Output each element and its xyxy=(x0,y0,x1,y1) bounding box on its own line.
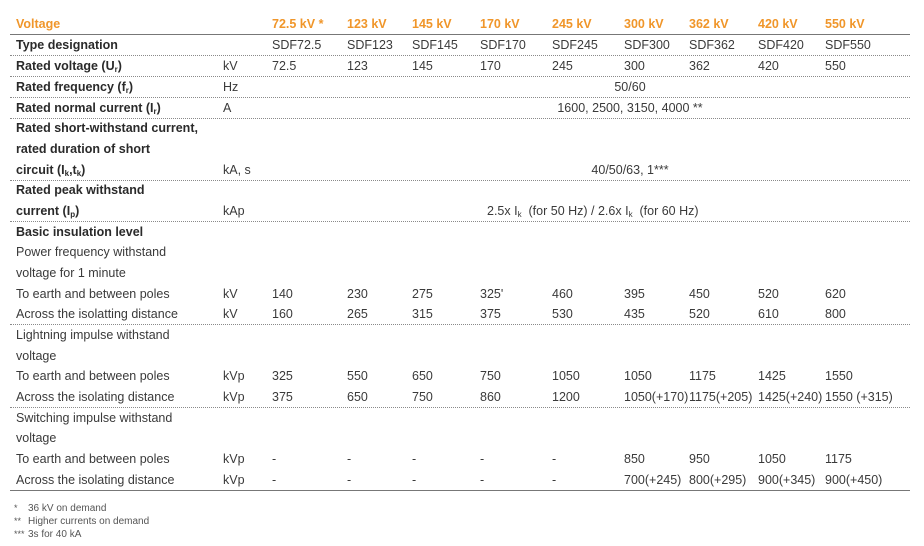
unit-cell: kVp xyxy=(223,473,245,487)
value-cell: 460 xyxy=(552,287,573,301)
voltage-cell: 550 xyxy=(825,59,846,73)
value-cell: 800(+295) xyxy=(689,473,747,487)
li-isolating-label: Across the isolating distance xyxy=(16,390,175,404)
table-row xyxy=(10,139,910,159)
table-header-row xyxy=(10,14,910,35)
value-cell: 650 xyxy=(347,390,368,404)
value-cell: - xyxy=(552,473,557,487)
peak-withstand-line2: current $(I_p)$ xyxy=(16,204,80,219)
unit-cell: kVp xyxy=(223,390,245,404)
value-cell: 230 xyxy=(347,287,368,301)
value-cell: 950 xyxy=(689,452,710,466)
value-cell: 1175 xyxy=(825,452,852,466)
value-cell: - xyxy=(347,473,352,487)
voltage-cell: 245 xyxy=(552,59,573,73)
unit-cell: Hz xyxy=(223,80,239,94)
table-row xyxy=(10,304,910,325)
footnote: ** Higher currents on demand xyxy=(14,516,150,527)
voltage-col-1: 72.5 kV * xyxy=(272,17,324,31)
table-row xyxy=(10,346,910,366)
table-row xyxy=(10,387,910,408)
short-withstand-value: 40/50/63, 1*** xyxy=(591,163,669,177)
voltage-col-4: 170 kV xyxy=(480,17,520,31)
footnote: * 36 kV on demand xyxy=(14,503,107,514)
table-row xyxy=(10,242,910,262)
value-cell: 275 xyxy=(412,287,433,301)
table-row xyxy=(10,470,910,491)
unit-cell: A xyxy=(223,101,232,115)
value-cell: 1200 xyxy=(552,390,580,404)
unit-cell: kV xyxy=(223,287,238,301)
voltage-col-9: 550 kV xyxy=(825,17,865,31)
value-cell: 315 xyxy=(412,307,433,321)
value-cell: 1425(+240) xyxy=(758,390,823,404)
value-cell: - xyxy=(480,452,485,466)
si-earth-label: To earth and between poles xyxy=(16,452,170,466)
voltage-col-5: 245 kV xyxy=(552,17,592,31)
value-cell: 265 xyxy=(347,307,368,321)
table-row xyxy=(10,428,910,448)
value-cell: 375 xyxy=(272,390,293,404)
type-cell: SDF550 xyxy=(825,38,871,52)
short-withstand-line2: rated duration of short xyxy=(16,142,151,156)
type-cell: SDF245 xyxy=(552,38,598,52)
table-row xyxy=(10,284,910,304)
si-line1: Switching impulse withstand xyxy=(16,411,173,425)
value-cell: 450 xyxy=(689,287,710,301)
value-cell: 800 xyxy=(825,307,846,321)
pf-line1: Power frequency withstand xyxy=(16,245,167,259)
value-cell: 900(+450) xyxy=(825,473,883,487)
type-cell: SDF123 xyxy=(347,38,393,52)
value-cell: 140 xyxy=(272,287,293,301)
value-cell: 1175(+205) xyxy=(689,390,753,404)
type-cell: SDF72.5 xyxy=(272,38,322,52)
short-withstand-line3: circuit $(I_k,t_k)$ xyxy=(16,163,86,178)
pf-isolating-label: Across the isolatting distance xyxy=(16,307,178,321)
table-row xyxy=(10,366,910,386)
value-cell: 1050 xyxy=(758,452,786,466)
table-row xyxy=(10,77,910,98)
value-cell: 520 xyxy=(758,287,779,301)
table-row xyxy=(10,263,910,283)
type-cell: SDF170 xyxy=(480,38,526,52)
value-cell: - xyxy=(480,473,485,487)
value-cell: 750 xyxy=(480,369,501,383)
value-cell: 750 xyxy=(412,390,433,404)
value-cell: 325 xyxy=(272,369,293,383)
value-cell: - xyxy=(272,452,277,466)
value-cell: 325' xyxy=(480,287,504,301)
value-cell: 1050 xyxy=(624,369,652,383)
peak-withstand-value: 2.5x $I_k$ (for 50 Hz) / 2.6x $I_k$ (for 60 Hz) xyxy=(487,204,699,219)
value-cell: 1550 (+315) xyxy=(825,390,893,404)
value-cell: 850 xyxy=(624,452,645,466)
value-cell: 700(+245) xyxy=(624,473,682,487)
li-line1: Lightning impulse withstand xyxy=(16,328,170,342)
value-cell: 530 xyxy=(552,307,573,321)
table-row xyxy=(10,449,910,469)
table-row xyxy=(10,408,910,428)
voltage-cell: 362 xyxy=(689,59,710,73)
voltage-cell: 170 xyxy=(480,59,501,73)
type-cell: SDF145 xyxy=(412,38,458,52)
voltage-header: Voltage xyxy=(16,17,61,31)
voltage-col-3: 145 kV xyxy=(412,17,452,31)
si-isolating-label: Across the isolating distance xyxy=(16,473,175,487)
value-cell: - xyxy=(347,452,352,466)
value-cell: 395 xyxy=(624,287,645,301)
value-cell: - xyxy=(552,452,557,466)
value-cell: 1050 xyxy=(552,369,580,383)
pf-line2: voltage for 1 minute xyxy=(16,266,126,280)
value-cell: 1175 xyxy=(689,369,716,383)
unit-cell: kV xyxy=(223,307,238,321)
value-cell: 610 xyxy=(758,307,779,321)
table-row xyxy=(10,160,910,181)
voltage-col-7: 362 kV xyxy=(689,17,729,31)
value-cell: 650 xyxy=(412,369,433,383)
value-cell: 375 xyxy=(480,307,501,321)
value-cell: 435 xyxy=(624,307,645,321)
insulation-title: Basic insulation level xyxy=(16,225,144,239)
table-row xyxy=(10,98,910,119)
unit-cell: kV xyxy=(223,59,238,73)
si-line2: voltage xyxy=(16,431,57,445)
type-cell: SDF420 xyxy=(758,38,804,52)
voltage-cell: 300 xyxy=(624,59,645,73)
table-row xyxy=(10,325,910,345)
table-row xyxy=(10,118,910,138)
value-cell: 860 xyxy=(480,390,501,404)
unit-cell: kVp xyxy=(223,452,245,466)
current-value: 1600, 2500, 3150, 4000 ** xyxy=(557,101,703,115)
value-cell: 1425 xyxy=(758,369,786,383)
footnote: *** 3s for 40 kA xyxy=(14,529,82,540)
value-cell: - xyxy=(272,473,277,487)
li-line2: voltage xyxy=(16,349,57,363)
li-earth-label: To earth and between poles xyxy=(16,369,170,383)
type-designation-label: Type designation xyxy=(16,38,118,52)
table-row xyxy=(10,201,910,222)
value-cell: 1050(+170) xyxy=(624,390,689,404)
value-cell: 620 xyxy=(825,287,846,301)
unit-cell: kAp xyxy=(223,204,245,218)
value-cell: 900(+345) xyxy=(758,473,816,487)
table-row xyxy=(10,35,910,56)
frequency-value: 50/60 xyxy=(614,80,646,94)
unit-cell: kA, s xyxy=(223,163,251,177)
value-cell: 160 xyxy=(272,307,293,321)
table-row xyxy=(10,180,910,200)
rated-voltage-label: Rated voltage $(U_r)$ xyxy=(16,59,122,74)
table-row xyxy=(10,56,910,77)
short-withstand-line1: Rated short-withstand current, xyxy=(16,121,198,135)
value-cell: 520 xyxy=(689,307,710,321)
rated-current-label: Rated normal current $(I_r)$ xyxy=(16,101,161,116)
value-cell: - xyxy=(412,473,417,487)
type-cell: SDF300 xyxy=(624,38,670,52)
voltage-col-8: 420 kV xyxy=(758,17,798,31)
value-cell: - xyxy=(412,452,417,466)
peak-withstand-line1: Rated peak withstand xyxy=(16,183,145,197)
table-row xyxy=(10,222,910,242)
value-cell: 550 xyxy=(347,369,368,383)
voltage-cell: 123 xyxy=(347,59,368,73)
pf-earth-label: To earth and between poles xyxy=(16,287,170,301)
voltage-cell: 72.5 xyxy=(272,59,297,73)
rated-frequency-label: Rated frequency $(f_r)$ xyxy=(16,80,134,95)
value-cell: 1550 xyxy=(825,369,853,383)
unit-cell: kVp xyxy=(223,369,245,383)
voltage-cell: 420 xyxy=(758,59,779,73)
type-cell: SDF362 xyxy=(689,38,735,52)
voltage-col-6: 300 kV xyxy=(624,17,664,31)
voltage-col-2: 123 kV xyxy=(347,17,387,31)
voltage-cell: 145 xyxy=(412,59,433,73)
